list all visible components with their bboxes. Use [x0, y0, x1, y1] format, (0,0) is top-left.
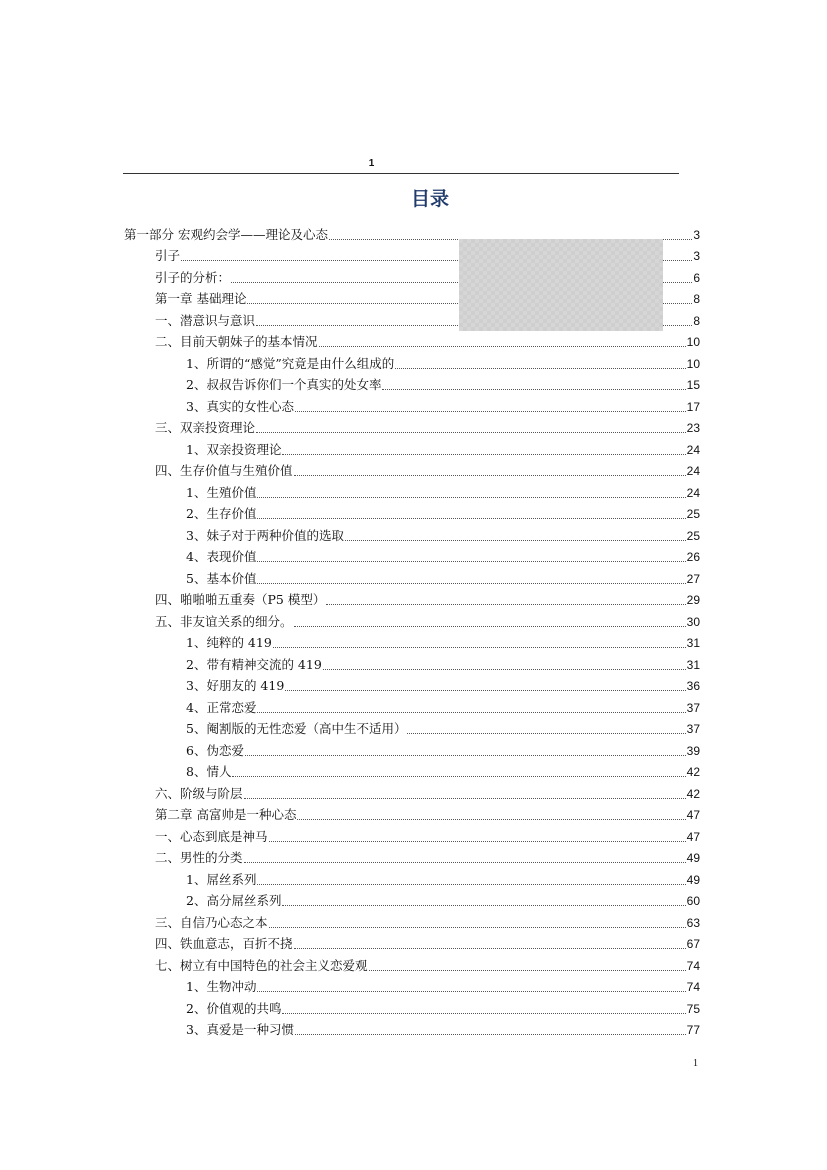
toc-leader-dots — [273, 646, 686, 648]
toc-entry[interactable] — [124, 371, 700, 393]
toc-entry[interactable] — [124, 414, 700, 436]
toc-entry-label: 四、铁血意志，百折不挠 — [155, 936, 293, 951]
toc-entry-label: 4、表现价值 — [186, 549, 257, 564]
toc-entry-label: 1、生物冲动 — [186, 979, 257, 994]
toc-leader-dots — [382, 388, 685, 390]
toc-entry-page: 31 — [686, 636, 700, 650]
toc-entry-label: 二、男性的分类 — [155, 850, 243, 865]
toc-entry[interactable] — [124, 715, 700, 737]
toc-entry-label: 1、纯粹的 419 — [186, 635, 272, 650]
toc-leader-dots — [295, 1033, 686, 1035]
toc-entry-label: 一、潜意识与意识 — [155, 312, 256, 328]
toc-entry-page: 27 — [686, 571, 700, 586]
toc-entry-label: 七、树立有中国特色的社会主义恋爱观 — [155, 957, 368, 973]
toc-leader-dots — [297, 818, 685, 820]
toc-leader-dots — [257, 582, 685, 584]
toc-entry-label: 引子 — [155, 248, 181, 263]
toc-entry-page: 8 — [693, 313, 700, 328]
toc-entry[interactable] — [124, 865, 700, 887]
toc-entry[interactable] — [124, 543, 700, 565]
toc-entry-page: 75 — [686, 1001, 700, 1016]
toc-leader-dots — [257, 990, 685, 992]
toc-entry[interactable] — [124, 801, 700, 823]
toc-entry-page: 25 — [686, 507, 700, 521]
table-of-contents — [124, 220, 700, 1037]
toc-entry-page: 47 — [686, 829, 700, 844]
toc-entry-label: 第一章 基础理论 — [155, 291, 247, 306]
toc-entry-page: 47 — [686, 808, 700, 822]
toc-leader-dots — [269, 926, 686, 928]
toc-entry-label: 一、心态到底是神马 — [155, 828, 268, 844]
toc-leader-dots — [323, 668, 686, 670]
toc-entry-page: 10 — [686, 335, 700, 349]
toc-entry-label: 1、生殖价值 — [186, 484, 257, 500]
toc-entry-page: 24 — [686, 464, 700, 478]
toc-leader-dots — [294, 947, 686, 949]
toc-entry-page: 39 — [686, 743, 700, 758]
toc-entry-label: 3、真爱是一种习惯 — [186, 1022, 294, 1037]
toc-entry-label: 四、生存价值与生殖价值 — [155, 463, 293, 478]
toc-entry[interactable] — [124, 392, 700, 414]
toc-entry-label: 4、正常恋爱 — [186, 699, 257, 715]
toc-entry-page: 8 — [693, 292, 700, 306]
toc-entry[interactable] — [124, 435, 700, 457]
toc-entry-label: 2、生存价值 — [186, 506, 257, 521]
toc-entry-page: 6 — [693, 270, 700, 285]
toc-leader-dots — [282, 904, 685, 906]
toc-leader-dots — [294, 625, 686, 627]
toc-entry-page: 29 — [686, 593, 700, 607]
toc-leader-dots — [257, 883, 685, 885]
toc-leader-dots — [326, 603, 685, 605]
header-page-number: 1 — [368, 158, 375, 169]
toc-entry[interactable] — [124, 908, 700, 930]
toc-entry-page: 63 — [686, 915, 700, 930]
toc-entry[interactable] — [124, 586, 700, 608]
toc-leader-dots — [285, 689, 685, 691]
toc-leader-dots — [257, 517, 685, 519]
toc-entry-label: 3、真实的女性心态 — [186, 398, 294, 414]
toc-entry[interactable] — [124, 629, 700, 651]
toc-entry-page: 49 — [686, 851, 700, 865]
toc-entry[interactable] — [124, 349, 700, 371]
toc-entry[interactable] — [124, 607, 700, 629]
toc-entry-page: 36 — [686, 679, 700, 693]
toc-entry[interactable] — [124, 951, 700, 973]
toc-leader-dots — [395, 367, 685, 369]
toc-entry-label: 第二章 高富帅是一种心态 — [155, 807, 297, 822]
toc-entry-page: 15 — [686, 378, 700, 392]
toc-entry-page: 74 — [686, 958, 700, 973]
toc-entry-page: 10 — [686, 356, 700, 371]
toc-entry-page: 23 — [686, 421, 700, 435]
toc-entry-label: 6、伪恋爱 — [186, 742, 244, 758]
toc-entry-label: 3、妹子对于两种价值的选取 — [186, 527, 344, 543]
toc-entry[interactable] — [124, 994, 700, 1016]
toc-entry-label: 5、基本价值 — [186, 570, 257, 586]
toc-entry-page: 24 — [686, 485, 700, 500]
toc-entry[interactable] — [124, 457, 700, 479]
toc-entry-label: 三、双亲投资理论 — [155, 420, 256, 435]
toc-leader-dots — [282, 453, 685, 455]
toc-entry[interactable] — [124, 693, 700, 715]
toc-leader-dots — [269, 840, 686, 842]
toc-entry-label: 1、屌丝系列 — [186, 871, 257, 887]
toc-entry-page: 60 — [686, 894, 700, 908]
toc-entry-page: 3 — [693, 227, 700, 242]
toc-entry[interactable] — [124, 736, 700, 758]
toc-entry-label: 1、双亲投资理论 — [186, 441, 282, 457]
toc-entry[interactable] — [124, 779, 700, 801]
toc-entry-page: 3 — [693, 249, 700, 263]
toc-entry[interactable] — [124, 973, 700, 995]
toc-leader-dots — [345, 539, 686, 541]
toc-leader-dots — [256, 431, 686, 433]
toc-leader-dots — [295, 410, 686, 412]
toc-entry-page: 31 — [686, 657, 700, 672]
toc-entry[interactable] — [124, 478, 700, 500]
toc-entry-page: 24 — [686, 442, 700, 457]
toc-entry-label: 第一部分 宏观约会学——理论及心态 — [124, 226, 328, 242]
toc-entry-label: 3、好朋友的 419 — [186, 678, 285, 693]
footer-page-number: 1 — [693, 1058, 698, 1069]
toc-entry-page: 42 — [686, 765, 700, 779]
toc-leader-dots — [257, 496, 685, 498]
toc-entry-page: 49 — [686, 872, 700, 887]
toc-entry-label: 四、啪啪啪五重奏（P5 模型） — [155, 592, 326, 607]
toc-entry-label: 2、带有精神交流的 419 — [186, 656, 322, 672]
toc-leader-dots — [244, 797, 686, 799]
toc-entry-label: 2、高分屌丝系列 — [186, 893, 282, 908]
toc-entry-page: 42 — [686, 786, 700, 801]
toc-leader-dots — [294, 474, 686, 476]
toc-entry-label: 2、价值观的共鸣 — [186, 1000, 282, 1016]
toc-entry[interactable] — [124, 672, 700, 694]
toc-entry-label: 引子的分析： — [155, 269, 231, 285]
toc-entry[interactable] — [124, 564, 700, 586]
toc-entry-label: 六、阶级与阶层 — [155, 785, 243, 801]
toc-leader-dots — [407, 732, 685, 734]
toc-entry-page: 37 — [686, 722, 700, 736]
toc-leader-dots — [257, 560, 685, 562]
toc-entry-page: 37 — [686, 700, 700, 715]
toc-entry[interactable] — [124, 930, 700, 952]
toc-entry[interactable] — [124, 1016, 700, 1038]
toc-entry[interactable] — [124, 887, 700, 909]
toc-entry-page: 17 — [686, 399, 700, 414]
toc-leader-dots — [245, 754, 686, 756]
toc-entry[interactable] — [124, 844, 700, 866]
toc-entry-label: 二、目前天朝妹子的基本情况 — [155, 334, 318, 349]
toc-title: 目录 — [410, 188, 449, 210]
toc-entry-label: 5、阉割版的无性恋爱（高中生不适用） — [186, 721, 407, 736]
toc-entry-page: 30 — [686, 614, 700, 629]
toc-entry-page: 74 — [686, 980, 700, 994]
toc-leader-dots — [319, 345, 686, 347]
toc-entry[interactable] — [124, 521, 700, 543]
toc-entry[interactable] — [124, 758, 700, 780]
toc-leader-dots — [282, 1012, 685, 1014]
toc-entry-page: 67 — [686, 937, 700, 951]
toc-leader-dots — [369, 969, 686, 971]
toc-entry[interactable] — [124, 650, 700, 672]
toc-leader-dots — [244, 861, 686, 863]
toc-entry[interactable] — [124, 822, 700, 844]
toc-entry-label: 三、自信乃心态之本 — [155, 914, 268, 930]
toc-entry[interactable] — [124, 500, 700, 522]
header-divider — [123, 173, 679, 174]
toc-entry-label: 8、情人 — [186, 764, 232, 779]
toc-entry-page: 77 — [686, 1023, 700, 1037]
toc-entry-label: 2、叔叔告诉你们一个真实的处女率 — [186, 377, 382, 392]
toc-entry-label: 五、非友谊关系的细分。 — [155, 613, 293, 629]
toc-leader-dots — [232, 775, 685, 777]
toc-entry-page: 26 — [686, 550, 700, 564]
redaction-block — [459, 239, 663, 331]
toc-entry-label: 1、所谓的“感觉”究竟是由什么组成的 — [186, 355, 395, 371]
toc-leader-dots — [257, 711, 685, 713]
toc-entry-page: 25 — [686, 528, 700, 543]
